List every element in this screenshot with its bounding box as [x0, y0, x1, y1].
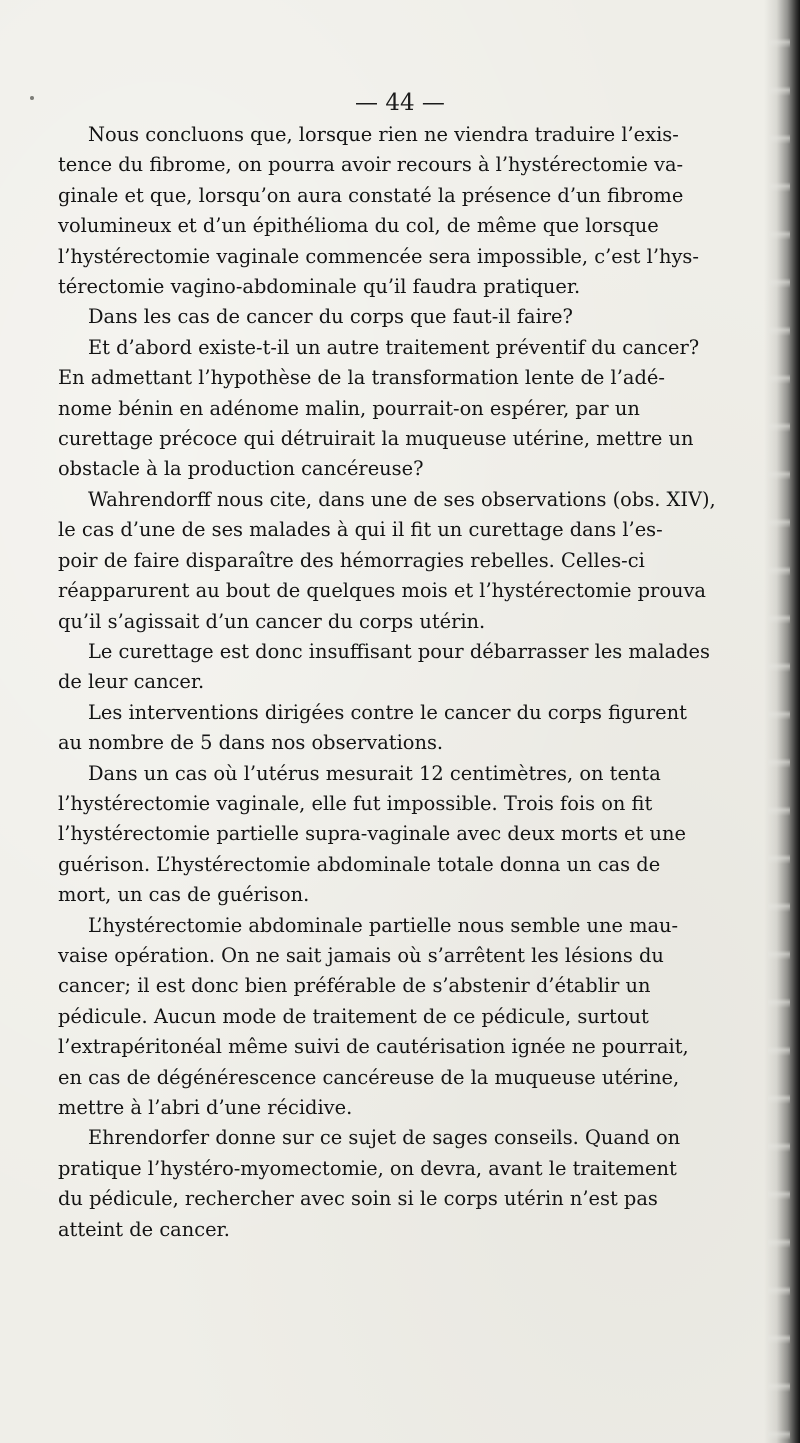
- paragraph-question: [58, 302, 744, 332]
- paragraph-conclusion: [58, 120, 744, 302]
- page-number: — 44 —: [355, 90, 445, 116]
- text-line: ginale et que, lorsqu’on aura constaté la présence d’un fibrome: [58, 183, 684, 207]
- text-line: Wahrendorff nous cite, dans une de ses observations (obs. XIV),: [88, 487, 716, 511]
- text-line: mettre à l’abri d’une récidive.: [58, 1096, 353, 1119]
- text-line: le cas d’une de ses malades à qui il fit un curettage dans l’es-: [58, 518, 663, 542]
- text-line: au nombre de 5 dans nos observations.: [58, 731, 444, 755]
- text-line: poir de faire disparaître des hémorragies rebelles. Celles-ci: [58, 548, 645, 572]
- text-line: Ehrendorfer donne sur ce sujet de sages conseils. Quand on: [88, 1126, 681, 1150]
- text-line: du pédicule, rechercher avec soin si le corps utérin n’est pas: [58, 1187, 658, 1211]
- paragraph-partial-hysterectomy: [58, 911, 744, 1124]
- text-line: Le curettage est donc insuffisant pour débarrasser les malades: [88, 639, 710, 663]
- paragraph-interventions: [58, 698, 744, 759]
- paragraph-curettage: [58, 637, 744, 698]
- paragraph-preventive-treatment: [58, 333, 744, 485]
- text-line: nome bénin en adénome malin, pourrait-on espérer, par un: [58, 396, 640, 420]
- text-line: Et d’abord existe-t-il un autre traitement préventif du cancer?: [88, 335, 700, 359]
- text-line: réapparurent au bout de quelques mois et l’hystérectomie prouva: [58, 579, 706, 603]
- text-line: l’hystérectomie vaginale commencée sera impossible, c’est l’hys-: [58, 244, 699, 268]
- text-line: térectomie vagino-abdominale qu’il faudra pratiquer.: [58, 275, 581, 299]
- text-line: curettage précoce qui détruirait la muqueuse utérine, mettre un: [58, 427, 694, 451]
- text-line: tence du fibrome, on pourra avoir recours à l’hystérectomie va-: [58, 153, 684, 177]
- text-line: l’hystérectomie vaginale, elle fut impossible. Trois fois on fit: [58, 791, 653, 815]
- text-line: l’extrapéritonéal même suivi de cautérisation ignée ne pourrait,: [58, 1035, 689, 1059]
- paragraph-wahrendorff: [58, 485, 744, 637]
- text-line: de leur cancer.: [58, 670, 205, 694]
- text-line: guérison. L’hystérectomie abdominale totale donna un cas de: [58, 852, 661, 876]
- text-line: pédicule. Aucun mode de traitement de ce pédicule, surtout: [58, 1004, 649, 1028]
- text-line: Dans un cas où l’utérus mesurait 12 centimètres, on tenta: [88, 761, 661, 785]
- body-text: [58, 120, 744, 1245]
- text-line: cancer; il est donc bien préférable de s’abstenir d’établir un: [58, 974, 651, 998]
- text-line: pratique l’hystéro-myomectomie, on devra, avant le traitement: [58, 1156, 677, 1180]
- paragraph-ehrendorfer: [58, 1123, 744, 1245]
- text-line: mort, un cas de guérison.: [58, 883, 310, 907]
- text-line: l’hystérectomie partielle supra-vaginale avec deux morts et une: [58, 822, 686, 846]
- page-edge-texture: [768, 0, 790, 1443]
- paragraph-cases: [58, 759, 744, 911]
- text-line: qu’il s’agissait d’un cancer du corps utérin.: [58, 609, 486, 633]
- text-line: obstacle à la production cancéreuse?: [58, 457, 424, 481]
- text-line: Dans les cas de cancer du corps que faut-il faire?: [88, 305, 573, 329]
- text-line: L’hystérectomie abdominale partielle nous semble une mau-: [88, 913, 679, 937]
- text-line: atteint de cancer.: [58, 1217, 230, 1241]
- text-line: vaise opération. On ne sait jamais où s’arrêtent les lésions du: [58, 943, 664, 967]
- text-line: Nous concluons que, lorsque rien ne viendra traduire l’exis-: [88, 123, 679, 146]
- text-line: En admettant l’hypothèse de la transformation lente de l’adé-: [58, 366, 665, 390]
- text-line: en cas de dégénérescence cancéreuse de la muqueuse utérine,: [58, 1065, 680, 1089]
- text-line: Les interventions dirigées contre le cancer du corps figurent: [88, 700, 687, 724]
- text-line: volumineux et d’un épithélioma du col, de même que lorsque: [58, 214, 659, 238]
